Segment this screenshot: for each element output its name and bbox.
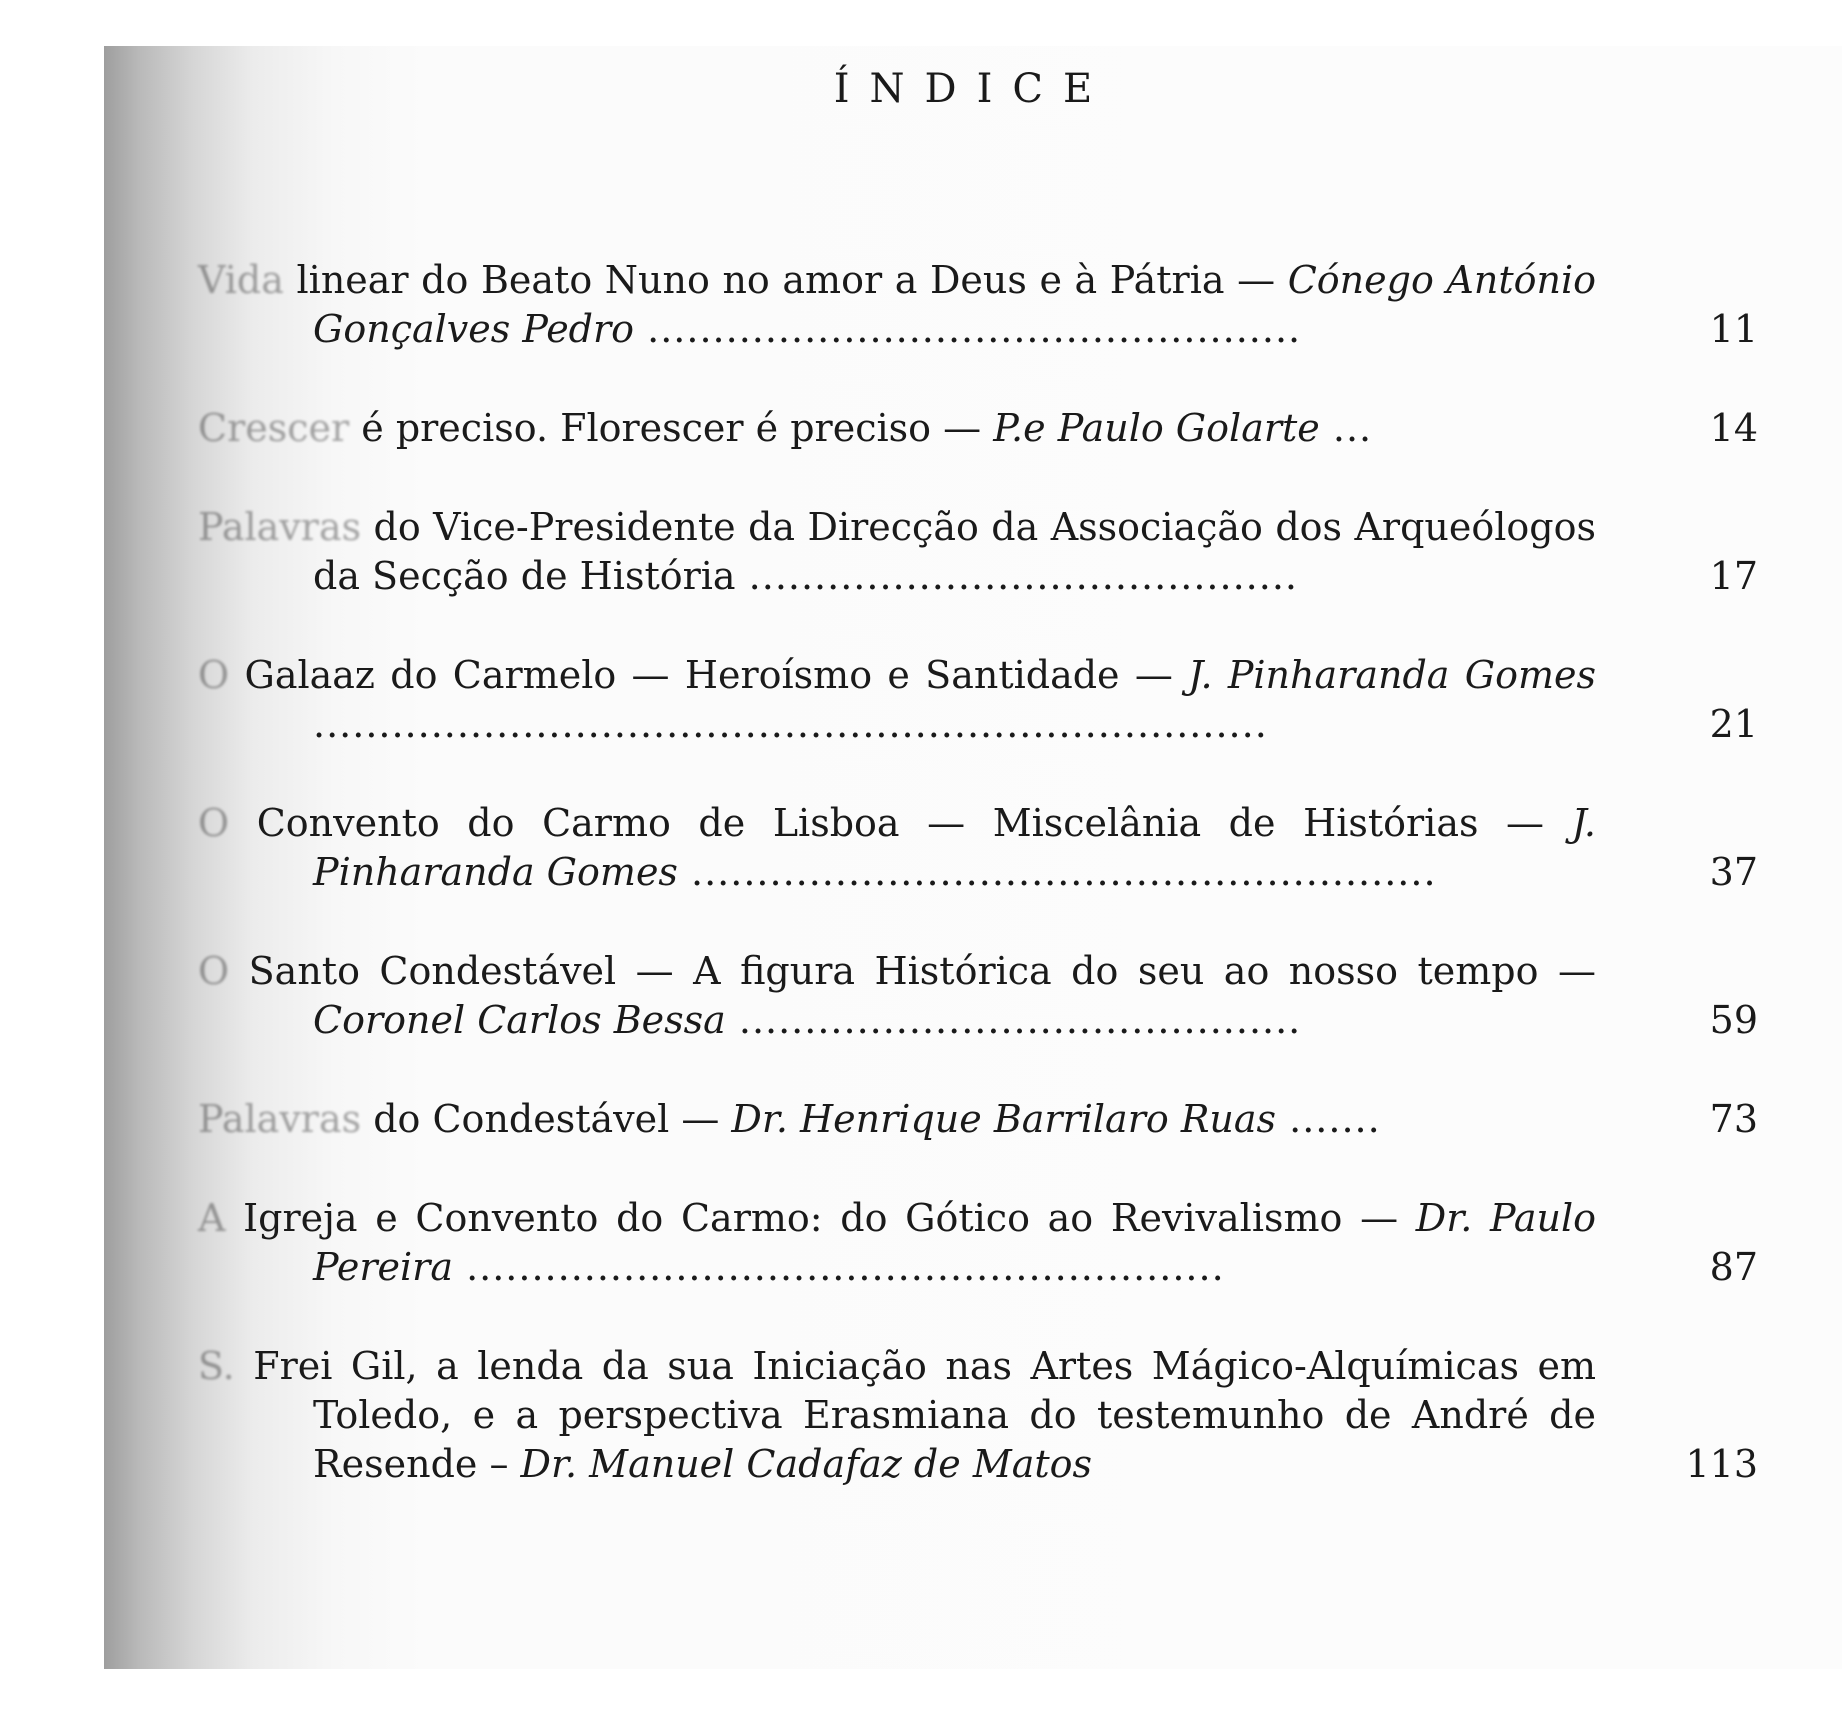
- toc-entry-text: [198, 1095, 1596, 1144]
- toc-entry-title: Frei Gil, a lenda da sua Iniciação nas Artes Mágico-Alquímicas em Toledo, e a perspectiva Erasmiana do testemunho de André de Resende –: [234, 1344, 1596, 1486]
- toc-entry-title: é preciso. Florescer é preciso —: [349, 406, 994, 450]
- toc-entry-author: P.e Paulo Golarte: [993, 406, 1320, 450]
- toc-entry-text: [198, 503, 1596, 601]
- toc-entry-first-word: Palavras: [198, 1097, 362, 1141]
- toc-entry-title: Santo Condestável — A figura Histórica do seu ao nosso tempo —: [229, 949, 1596, 993]
- index-title: ÍNDICE: [833, 66, 1113, 112]
- toc-entry: [198, 651, 1758, 749]
- table-of-contents: [198, 256, 1758, 1539]
- toc-entry-text: [198, 799, 1596, 897]
- toc-entry-author: Dr. Manuel Cadafaz de Matos: [520, 1442, 1093, 1486]
- toc-entry-author: J. Pinharanda Gomes: [313, 801, 1596, 894]
- toc-entry: [198, 947, 1758, 1045]
- toc-entry: [198, 503, 1758, 601]
- toc-entry-text: [198, 1194, 1596, 1292]
- toc-entry-title: Galaaz do Carmelo — Heroísmo e Santidade —: [229, 653, 1189, 697]
- toc-entry-title: do Vice-Presidente da Direcção da Associação dos Arqueólogos da Secção de História: [313, 505, 1596, 598]
- toc-entry-author: Dr. Paulo Pereira: [313, 1196, 1597, 1289]
- toc-entry: [198, 404, 1758, 453]
- toc-entry-title: Convento do Carmo de Lisboa — Miscelânia de Histórias —: [229, 801, 1572, 845]
- toc-entry-text: [198, 404, 1596, 453]
- toc-entry-page-number: 37: [1709, 850, 1758, 894]
- toc-entry-title: do Condestável —: [361, 1097, 732, 1141]
- toc-entry-leader-dots: ..........................................................: [452, 1245, 1225, 1289]
- toc-entry-first-word: A: [198, 1196, 226, 1240]
- toc-entry-page-number: 21: [1709, 702, 1758, 746]
- toc-entry-title: Igreja e Convento do Carmo: do Gótico ao Revivalismo —: [225, 1196, 1416, 1240]
- toc-entry-page-number: 11: [1709, 307, 1758, 351]
- toc-entry-author: Cónego António Gonçalves Pedro: [313, 258, 1596, 351]
- toc-entry-leader-dots: ...: [1319, 406, 1373, 450]
- toc-entry-first-word: O: [198, 949, 230, 993]
- toc-entry-author: Dr. Henrique Barrilaro Ruas: [731, 1097, 1277, 1141]
- toc-entry-page-number: 73: [1709, 1097, 1758, 1141]
- book-page: [104, 46, 1842, 1669]
- toc-entry-author: Coronel Carlos Bessa: [313, 998, 726, 1042]
- toc-entry-page-number: 59: [1709, 998, 1758, 1042]
- toc-entry: [198, 799, 1758, 897]
- toc-entry: [198, 1194, 1758, 1292]
- toc-entry-leader-dots: .........................................................: [677, 850, 1437, 894]
- toc-entry-leader-dots: ...........................................: [725, 998, 1302, 1042]
- toc-entry-leader-dots: ..................................................: [634, 307, 1302, 351]
- toc-entry-page-number: 87: [1709, 1245, 1758, 1289]
- toc-entry-first-word: O: [198, 801, 230, 845]
- toc-entry-author: J. Pinharanda Gomes: [1188, 653, 1597, 697]
- toc-entry-text: [198, 256, 1596, 354]
- toc-entry-page-number: 113: [1685, 1442, 1758, 1486]
- toc-entry-page-number: 14: [1709, 406, 1758, 450]
- toc-entry-text: [198, 1342, 1596, 1489]
- toc-entry-first-word: Palavras: [198, 505, 362, 549]
- toc-entry-first-word: S.: [198, 1344, 235, 1388]
- toc-entry-text: [198, 651, 1596, 749]
- toc-entry-leader-dots: ..........................................: [735, 554, 1298, 598]
- toc-entry-first-word: Crescer: [198, 406, 350, 450]
- toc-entry-leader-dots: .........................................................................: [313, 702, 1268, 746]
- toc-entry-first-word: Vida: [198, 258, 284, 302]
- toc-entry: [198, 256, 1758, 354]
- toc-entry-page-number: 17: [1709, 554, 1758, 598]
- toc-entry: [198, 1095, 1758, 1144]
- toc-entry-text: [198, 947, 1596, 1045]
- toc-entry-leader-dots: .......: [1276, 1097, 1381, 1141]
- toc-entry-first-word: O: [198, 653, 230, 697]
- toc-entry-title: linear do Beato Nuno no amor a Deus e à Pátria —: [283, 258, 1288, 302]
- toc-entry: [198, 1342, 1758, 1489]
